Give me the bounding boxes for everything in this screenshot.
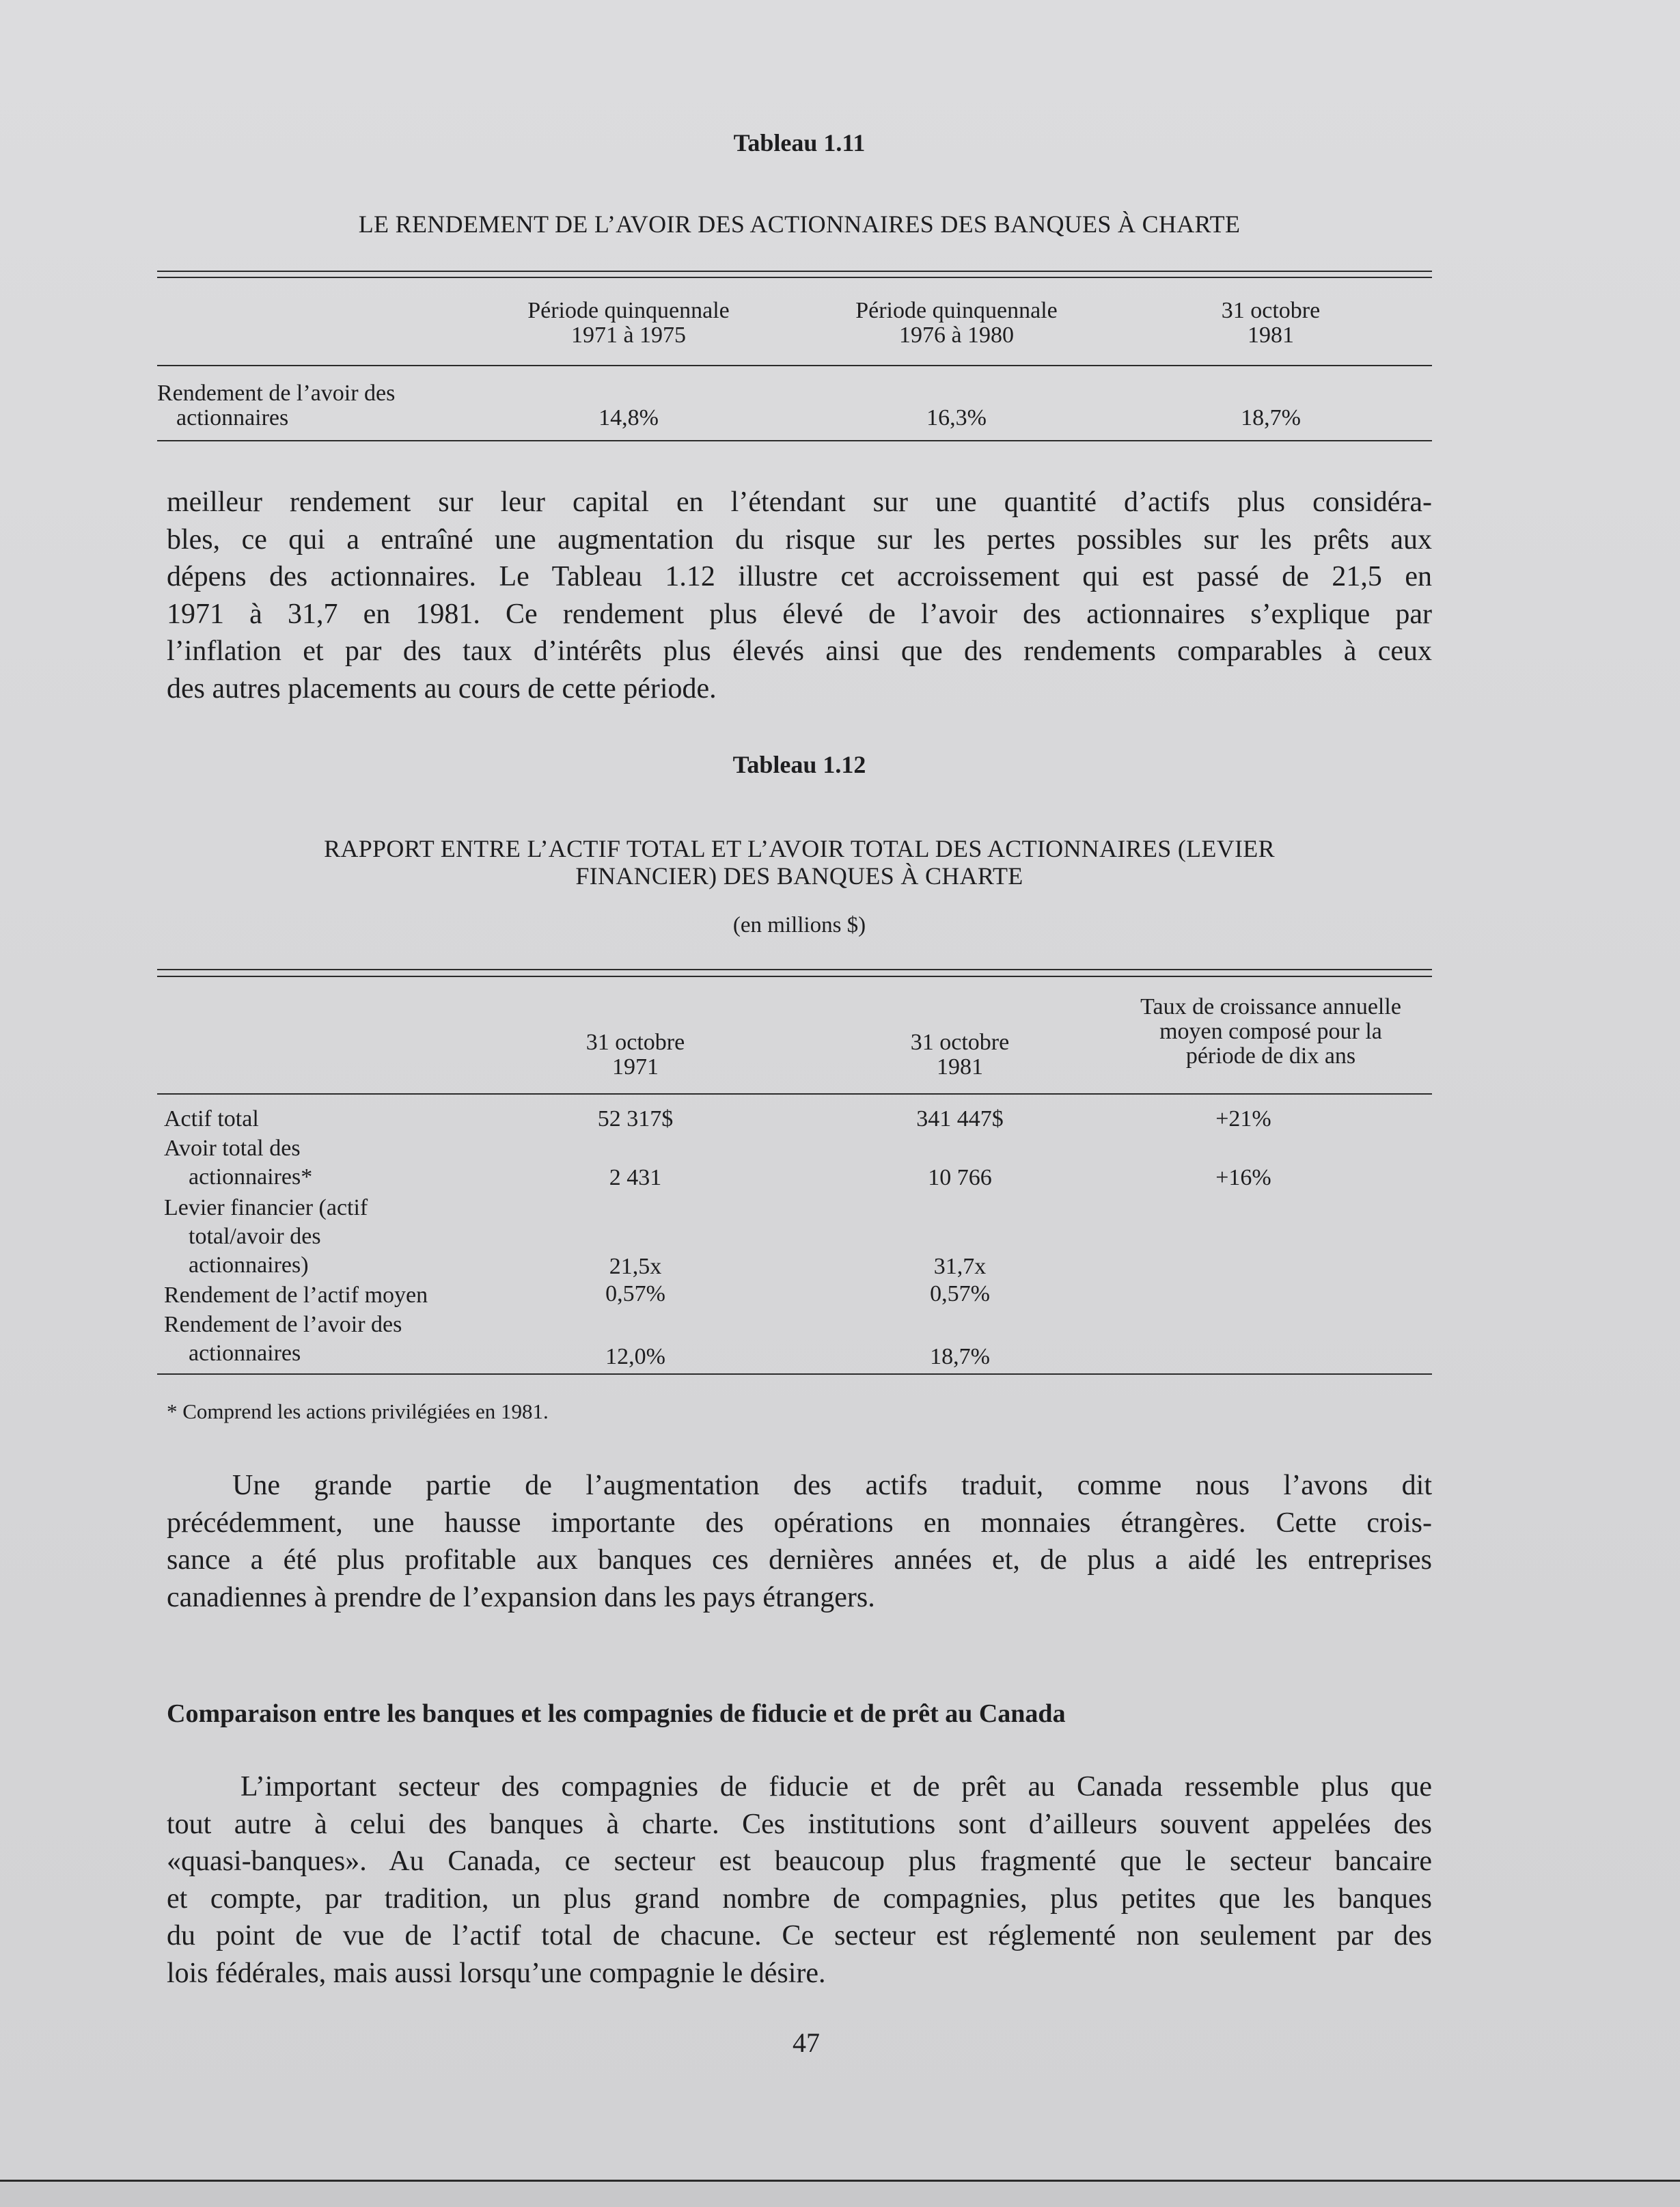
rendement-avoir-1971: 12,0% <box>605 1344 665 1369</box>
table-1-11-value-3: 18,7% <box>1241 405 1301 430</box>
table-1-11-value-1: 14,8% <box>598 405 659 430</box>
table-1-11-top-rule-2 <box>157 277 1432 278</box>
table-1-12-footnote: * Comprend les actions privilégiées en 1981. <box>167 1399 549 1423</box>
rendement-avoir-1981: 18,7% <box>930 1344 990 1369</box>
row-label-actif-total: Actif total <box>164 1106 259 1132</box>
table-1-12-header-2: 31 octobre 1981 <box>910 1030 1010 1080</box>
actif-growth: +21% <box>1215 1106 1271 1132</box>
avoir-1971: 2 431 <box>609 1165 662 1190</box>
avoir-growth: +16% <box>1215 1165 1271 1190</box>
table-1-12-top-rule-1 <box>157 969 1432 970</box>
paragraph-1: meilleur rendement sur leur capital en l’étendant sur une quantité d’actifs plus considéra- bles, ce qui a entraîné une augmentation du risque sur les pertes possibles sur les prêts aux dépens des actionnaires. Le Tableau 1.12 illustre cet accroissement qui est passé de 21,5 en 1971 à 31,7 en 1981. Ce rendement plus élevé de l’avoir des actionnaires s’explique par l’inflation et par des taux d’intérêts plus élevés ainsi que des rendements comparables à ceux des autres placements au cours de cette période. <box>167 486 1432 704</box>
row-label-rendement-avoir: Rendement de l’avoir des actionnaires <box>164 1312 402 1366</box>
rendement-actif-1981: 0,57% <box>930 1281 990 1306</box>
table-1-11-header-3: 31 octobre 1981 <box>1221 298 1321 348</box>
table-1-12-top-rule-2 <box>157 976 1432 977</box>
table-1-11-bottom-rule <box>157 440 1432 441</box>
table-1-12-caption: Tableau 1.12 <box>732 751 866 778</box>
actif-1981: 341 447$ <box>916 1106 1004 1132</box>
table-1-12-bottom-rule <box>157 1373 1432 1375</box>
table-1-12-header-3: Taux de croissance annuelle moyen composé pour la période de dix ans <box>1140 994 1401 1069</box>
actif-1971: 52 317$ <box>597 1106 674 1132</box>
section-heading: Comparaison entre les banques et les compagnies de fiducie et de prêt au Canada <box>167 1699 1066 1728</box>
table-1-11-header-rule <box>157 365 1432 366</box>
table-1-11-row-label: Rendement de l’avoir des actionnaires <box>157 381 396 430</box>
avoir-1981: 10 766 <box>928 1165 992 1190</box>
levier-1971: 21,5x <box>609 1254 662 1279</box>
table-1-11-header-2: Période quinquennale 1976 à 1980 <box>855 298 1058 348</box>
page-number: 47 <box>793 2027 820 2058</box>
paragraph-2: Une grande partie de l’augmentation des actifs traduit, comme nous l’avons dit précédemment, une hausse importante des opérations en monnaies étrangères. Cette crois- sance a été plus profitable aux banques ces dernières années et, de plus a aidé les entreprises canadiennes à prendre de l’expansion dans les pays étrangers. <box>167 1470 1432 1613</box>
levier-1981: 31,7x <box>933 1254 987 1279</box>
table-1-11-caption: Tableau 1.11 <box>733 129 866 156</box>
table-1-11-header-1: Période quinquennale 1971 à 1975 <box>527 298 730 348</box>
rendement-actif-1971: 0,57% <box>605 1281 665 1306</box>
paragraph-3: L’important secteur des compagnies de fiducie et de prêt au Canada ressemble plus que tout autre à celui des banques à charte. Ces institutions sont d’ailleurs souvent appelées des «quasi-banques». Au Canada, ce secteur est beaucoup plus fragmenté que le secteur bancaire et compte, par tradition, un plus grand nombre de compagnies, plus petites que les banques du point de vue de l’actif total de chacune. Ce secteur est réglementé non seulement par des lois fédérales, mais aussi lorsqu’une compagnie le désire. <box>167 1771 1432 1989</box>
table-1-11-title: LE RENDEMENT DE L’AVOIR DES ACTIONNAIRES DES BANQUES À CHARTE <box>358 210 1241 238</box>
row-label-rendement-actif: Rendement de l’actif moyen <box>164 1283 428 1308</box>
table-1-12-title: RAPPORT ENTRE L’ACTIF TOTAL ET L’AVOIR TOTAL DES ACTIONNAIRES (LEVIER FINANCIER) DES BANQUES À CHARTE <box>324 835 1275 890</box>
table-1-12-header-1: 31 octobre 1971 <box>586 1030 685 1080</box>
row-label-levier: Levier financier (actif total/avoir des actionnaires) <box>164 1195 368 1278</box>
table-1-12-unit-note: (en millions $) <box>732 913 866 937</box>
table-1-11-top-rule-1 <box>157 271 1432 272</box>
table-1-12-header-rule <box>157 1093 1432 1095</box>
page-bottom-edge <box>0 2180 1680 2207</box>
table-1-11-value-2: 16,3% <box>926 405 987 430</box>
row-label-avoir-total: Avoir total des actionnaires* <box>164 1136 313 1190</box>
